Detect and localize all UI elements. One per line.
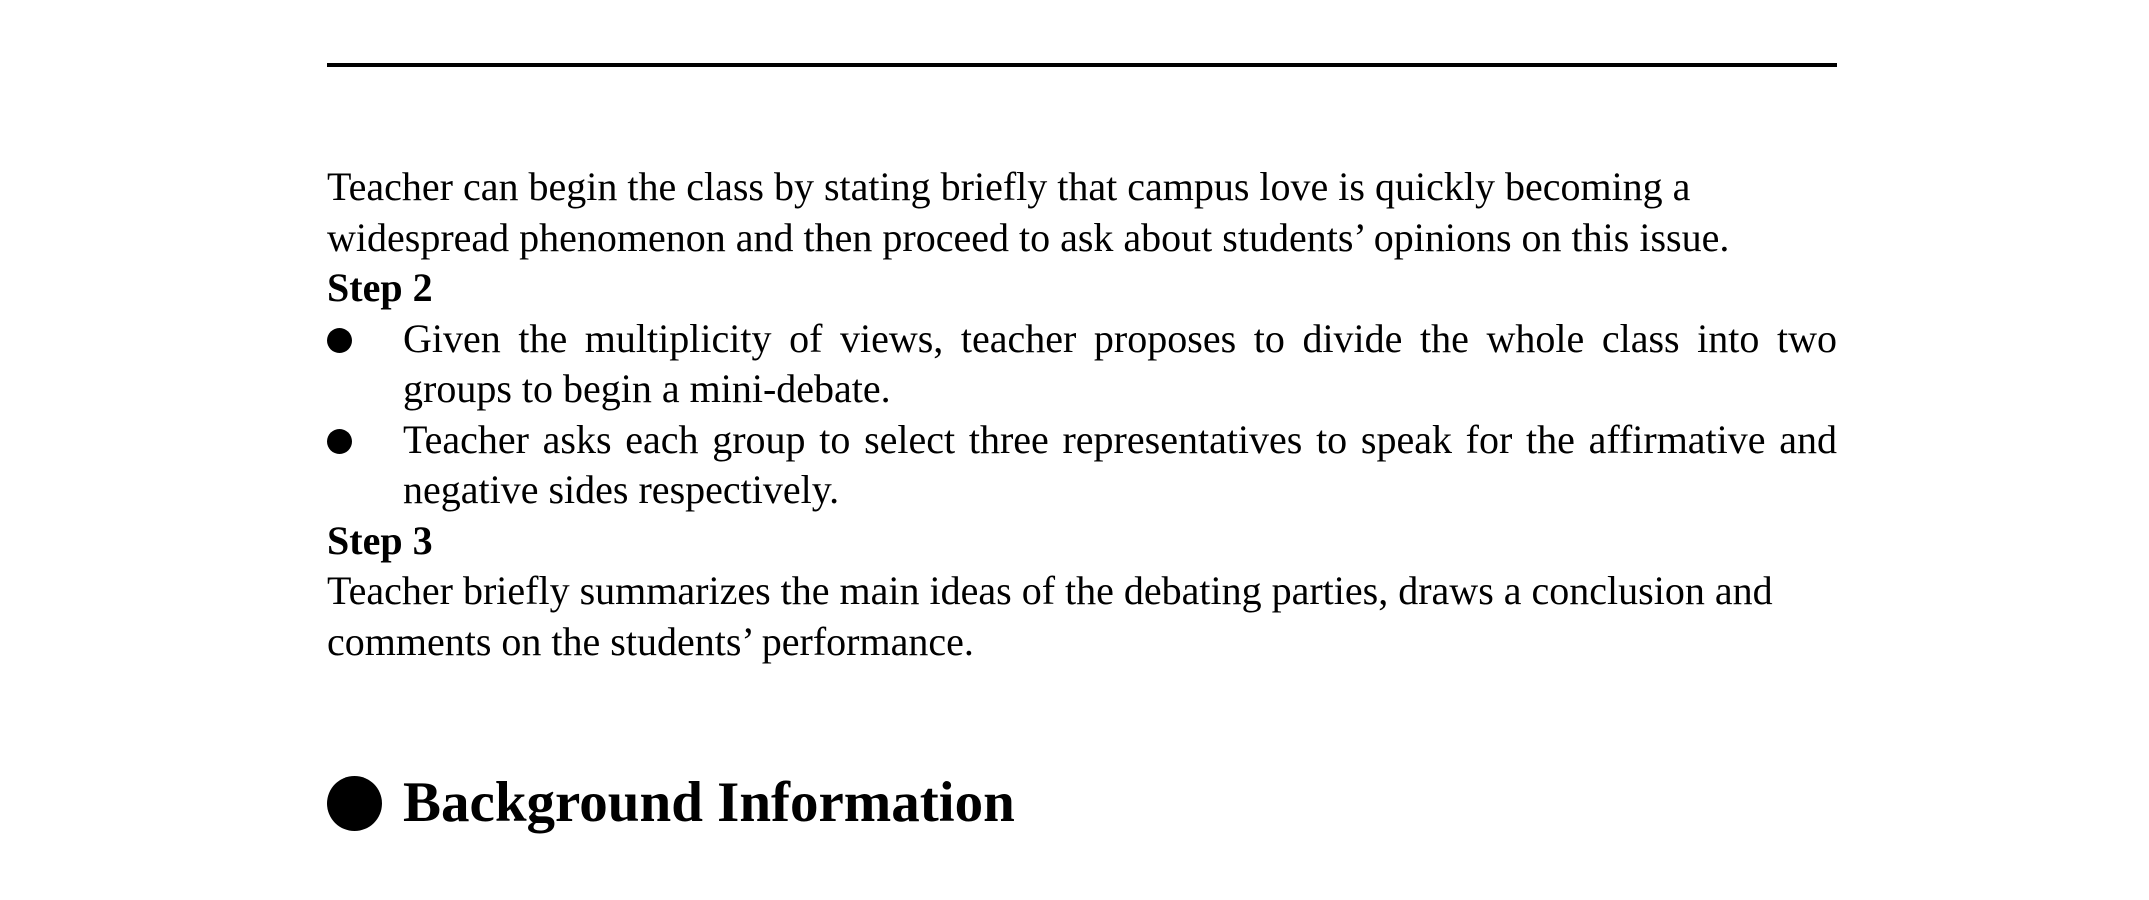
lesson-content	[327, 162, 1837, 667]
bullet-icon	[327, 429, 352, 454]
section-heading	[327, 768, 1015, 838]
intro-paragraph: Teacher can begin the class by stating briefly that campus love is quickly becoming a widespread phenomenon and then proceed to ask about students’ opinions on this issue.	[327, 164, 1730, 260]
section-title: Background Information	[403, 771, 1015, 834]
bullet-item	[327, 314, 1837, 415]
step-2-heading: Step 2	[327, 265, 433, 310]
bullet-text: Teacher asks each group to select three representatives to speak for the affirmative and negative sides respectively.	[403, 416, 1837, 512]
step-2-bullet-list	[327, 314, 1837, 516]
step-3-paragraph: Teacher briefly summarizes the main ideas of the debating parties, draws a conclusion and comments on the students’ performance.	[327, 568, 1773, 664]
step-3-heading: Step 3	[327, 517, 433, 563]
section-bullet-icon	[327, 776, 382, 831]
bullet-icon	[327, 328, 352, 353]
bullet-text: Given the multiplicity of views, teacher proposes to divide the whole class into two groups to begin a mini-debate.	[403, 315, 1837, 411]
header-rule	[327, 63, 1837, 67]
bullet-item	[327, 415, 1837, 516]
